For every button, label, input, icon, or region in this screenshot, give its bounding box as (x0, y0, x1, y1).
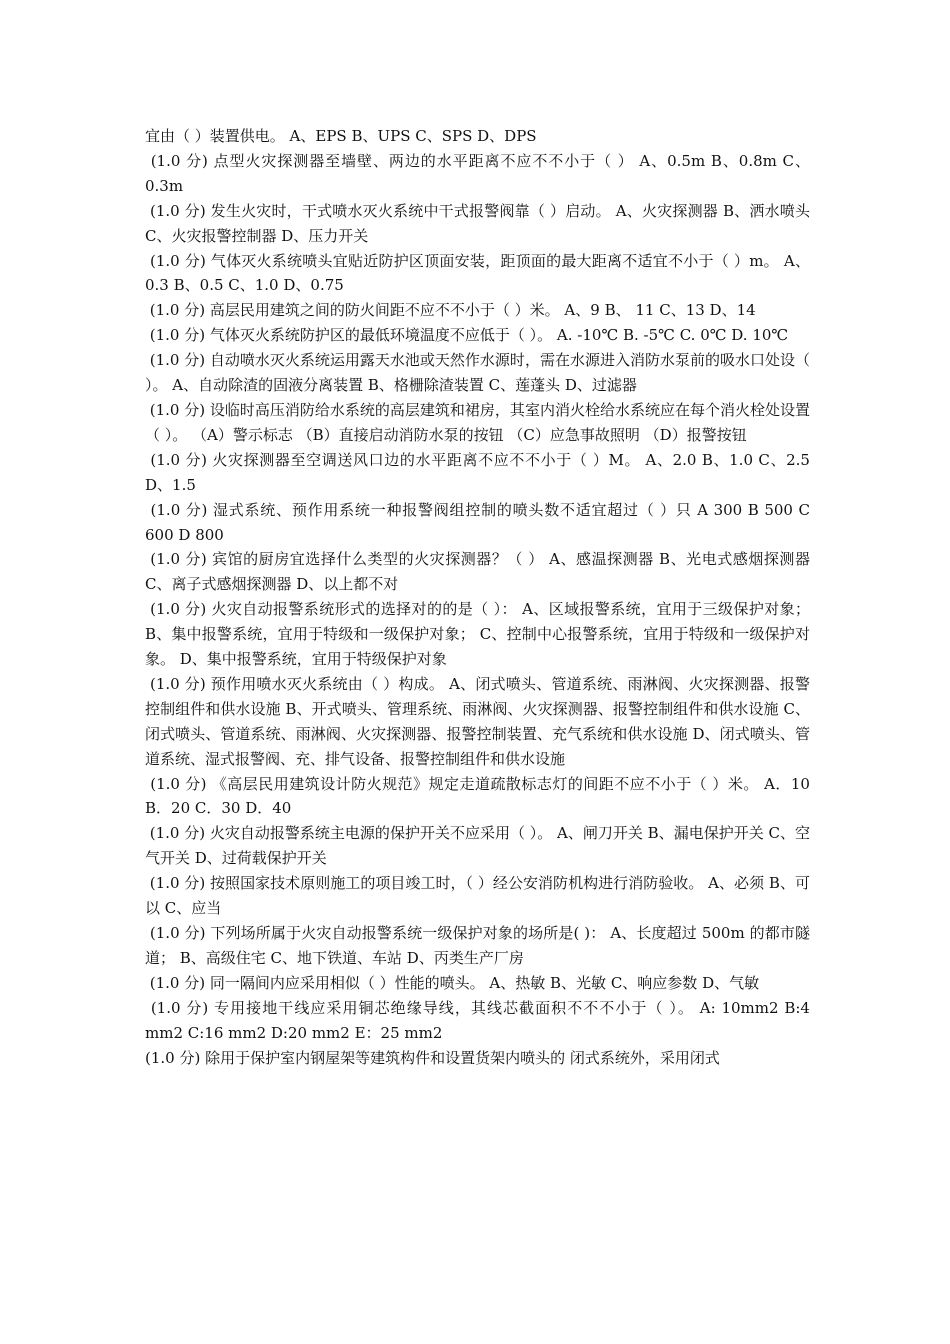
question-text: 自动喷水灭火系统运用露天水池或天然作水源时，需在水源进入消防水泵前的吸水口处设（ ）。 A、自动除渣的固液分离装置 B、格栅除渣装置 C、莲蓬头 D、过滤器 (145, 351, 810, 395)
question-score: (1.0 分) (145, 450, 207, 469)
question-text: 高层民用建筑之间的防火间距不应不不小于（ ）米。 A、9 B、 11 C、13 D、14 (209, 301, 756, 320)
question-score: (1.0 分) (145, 251, 206, 270)
question-score: (1.0 分) (145, 326, 206, 345)
document-page (145, 124, 810, 1070)
question-item (145, 124, 810, 149)
question-text: 火灾探测器至空调送风口边的水平距离不应不不小于（ ）M。 A、2.0 B、1.0 C、2.5 D、1.5 (145, 450, 810, 494)
question-text: 除用于保护室内钢屋架等建筑构件和设置货架内喷头的 闭式系统外，采用闭式 (205, 1048, 720, 1067)
question-text: 设临时高压消防给水系统的高层建筑和裙房，其室内消火栓给水系统应在每个消火栓处设置（ ）。 （A）警示标志 （B）直接启动消防水泵的按钮 （C）应急事故照明 （D）报警按钮 (145, 400, 810, 444)
question-score: (1.0 分) (145, 1048, 201, 1067)
question-item (145, 398, 810, 448)
question-item (145, 1046, 810, 1071)
question-text: 火灾自动报警系统主电源的保护开关不应采用（ ）。 A、闸刀开关 B、漏电保护开关 C、空气开关 D、过荷载保护开关 (145, 824, 810, 868)
question-score: (1.0 分) (145, 400, 206, 419)
question-item (145, 323, 810, 348)
question-text: 同一隔间内应采用相似（ ）性能的喷头。 A、热敏 B、光敏 C、响应参数 D、气敏 (209, 973, 760, 992)
question-text: 湿式系统、预作用系统一种报警阀组控制的喷头数不适宜超过（ ）只 A 300 B 500 C 600 D 800 (145, 500, 810, 544)
question-item (145, 772, 810, 822)
question-score: (1.0 分) (145, 351, 206, 370)
question-item (145, 448, 810, 498)
question-score: (1.0 分) (145, 774, 207, 793)
question-text: 宾馆的厨房宜选择什么类型的火灾探测器？（ ） A、感温探测器 B、光电式感烟探测器 C、离子式感烟探测器 D、以上都不对 (145, 550, 810, 594)
question-item (145, 149, 810, 199)
question-item (145, 249, 810, 299)
question-score: (1.0 分) (145, 600, 207, 619)
question-score: (1.0 分) (145, 151, 208, 170)
question-text: 专用接地干线应采用铜芯绝缘导线，其线芯截面积不不不小于（ ）。 A: 10mm2 B:4 mm2 C:16 mm2 D:20 mm2 E：25 mm2 (145, 998, 810, 1042)
question-item (145, 547, 810, 597)
question-text: 发生火灾时，干式喷水灭火系统中干式报警阀靠（ ）启动。 A、火灾探测器 B、洒水喷头 C、火灾报警控制器 D、压力开关 (145, 201, 810, 245)
question-score: (1.0 分) (145, 874, 206, 893)
question-text: 点型火灾探测器至墙壁、两边的水平距离不应不不小于（ ） A、0.5m B、0.8m C、0.3m (145, 151, 810, 195)
question-text: 火灾自动报警系统形式的选择对的的是（ ）： A、区域报警系统，宜用于三级保护对象； B、集中报警系统，宜用于特级和一级保护对象； C、控制中心报警系统，宜用于特级和一级保护对象。 D、集中报警系统，宜用于特级保护对象 (145, 600, 810, 669)
question-text: 气体灭火系统喷头宜贴近防护区顶面安装，距顶面的最大距离不适宜不小于（ ）m。 A、0.3 B、0.5 C、1.0 D、0.75 (145, 251, 810, 295)
question-score: (1.0 分) (145, 550, 207, 569)
question-item (145, 821, 810, 871)
question-item (145, 498, 810, 548)
question-score: (1.0 分) (145, 998, 209, 1017)
question-score: (1.0 分) (145, 824, 206, 843)
question-score: (1.0 分) (145, 973, 206, 992)
question-score: (1.0 分) (145, 674, 206, 693)
question-score: (1.0 分) (145, 924, 206, 942)
question-score: (1.0 分) (145, 500, 208, 519)
question-score: (1.0 分) (145, 301, 206, 320)
question-item (145, 921, 810, 971)
question-item (145, 971, 810, 996)
question-item (145, 996, 810, 1046)
question-item (145, 298, 810, 323)
question-text: 宜由（ ）装置供电。 A、EPS B、UPS C、SPS D、DPS (145, 127, 537, 145)
question-text: 预作用喷水灭火系统由（ ）构成。 A、闭式喷头、管道系统、雨淋阀、火灾探测器、报警控制组件和供水设施 B、开式喷头、管理系统、雨淋阀、火灾探测器、报警控制组件和供水设施 C、闭式喷头、管道系统、雨淋阀、火灾探测器、报警控制装置、充气系统和供水设施 D、闭式喷头、管道系统、湿式报警阀、充、排气设备、报警控制组件和供水设施 (145, 674, 810, 768)
question-item (145, 672, 810, 772)
question-item (145, 597, 810, 672)
question-text: 《高层民用建筑设计防火规范》规定走道疏散标志灯的间距不应不小于（ ）米。 A．10 B．20 C．30 D．40 (145, 774, 810, 818)
question-text: 下列场所属于火灾自动报警系统一级保护对象的场所是( )： A、长度超过 500m 的都市隧道； B、高级住宅 C、地下铁道、车站 D、丙类生产厂房 (145, 924, 810, 967)
question-text: 按照国家技术原则施工的项目竣工时，（ ）经公安消防机构进行消防验收。 A、必须 B、可以 C、应当 (145, 874, 810, 918)
question-text: 气体灭火系统防护区的最低环境温度不应低于（ ）。 A. -10℃ B. -5℃ C. 0℃ D. 10℃ (209, 326, 789, 345)
question-item (145, 199, 810, 249)
question-item (145, 348, 810, 398)
question-item (145, 871, 810, 921)
question-score: (1.0 分) (145, 201, 206, 220)
